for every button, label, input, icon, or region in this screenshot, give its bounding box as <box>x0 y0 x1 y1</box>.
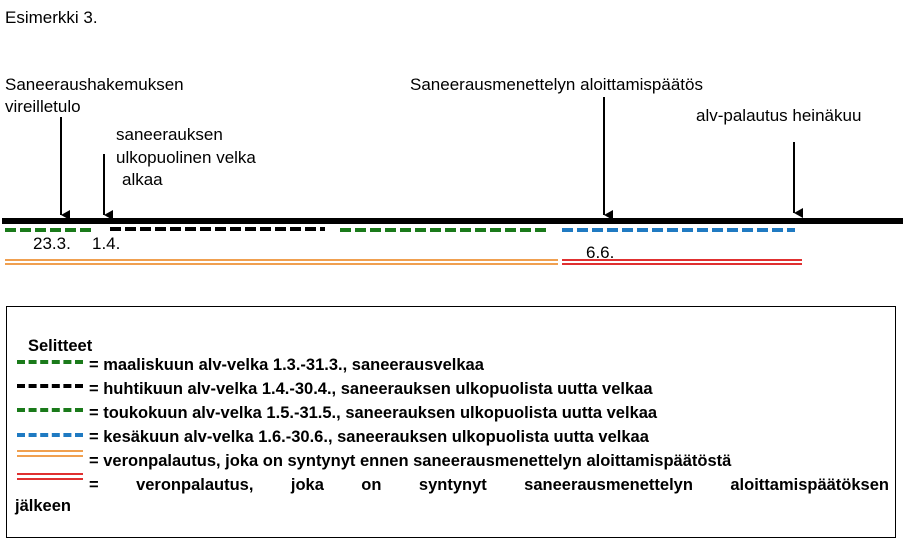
date-label: 23.3. <box>33 234 71 253</box>
vat-refund-label: alv-palautus heinäkuu <box>696 106 862 125</box>
legend-item-march: = maaliskuun alv-velka 1.3.-31.3., saneerausvelkaa <box>89 356 484 374</box>
legend-swatch-may <box>17 408 83 412</box>
legend-title: Selitteet <box>28 337 93 355</box>
legend-swatch-june <box>17 433 83 437</box>
legend-swatch-refund-after <box>17 473 83 480</box>
page-title: Esimerkki 3. <box>5 8 98 27</box>
outside-debt-label: alkaa <box>122 170 163 189</box>
decision-label: Saneerausmenettelyn aloittamispäätös <box>410 75 703 94</box>
legend-item-may: = toukokuun alv-velka 1.5.-31.5., saneerauksen ulkopuolista uutta velkaa <box>89 404 658 422</box>
legend-item-june: = kesäkuun alv-velka 1.6.-30.6., saneerauksen ulkopuolista uutta velkaa <box>89 428 649 446</box>
legend-box <box>6 306 896 538</box>
date-label: 1.4. <box>92 234 121 253</box>
legend-swatch-april <box>17 384 83 388</box>
outside-debt-label: saneerauksen <box>116 125 223 144</box>
outside-debt-label: ulkopuolinen velka <box>116 148 256 167</box>
legend-item-refund-before: = veronpalautus, joka on syntynyt ennen saneerausmenettelyn aloittamispäätöstä <box>89 452 732 470</box>
application-label: Saneeraushakemuksen <box>5 75 184 94</box>
legend-swatch-march <box>17 360 83 364</box>
date-label: 6.6. <box>586 243 615 262</box>
legend-swatch-refund-before <box>17 450 83 457</box>
legend-item-refund-after-continued: jälkeen <box>15 497 71 515</box>
legend-item-april: = huhtikuun alv-velka 1.4.-30.4., saneerauksen ulkopuolista uutta velkaa <box>89 380 653 398</box>
legend-item-refund-after: = veronpalautus, joka on syntynyt saneerausmenettelyn aloittamispäätöksen <box>89 476 889 494</box>
application-label: vireilletulo <box>5 97 81 116</box>
